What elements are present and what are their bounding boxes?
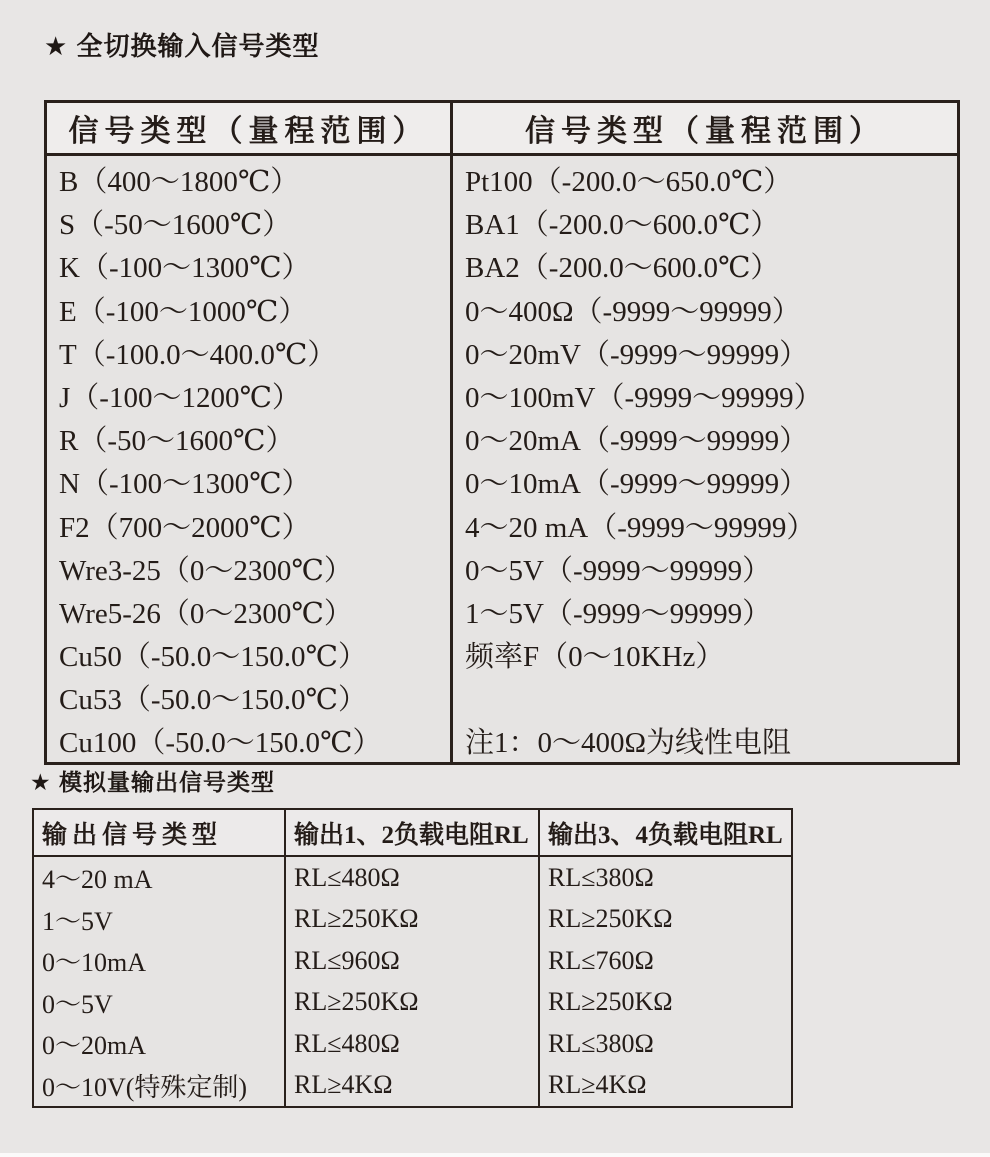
load-resistance-3-4-cell: RL≥4KΩ bbox=[548, 1070, 647, 1100]
input-table-header-right: 信号类型（量程范围） bbox=[525, 115, 885, 148]
table-row: N（-100～1300℃） bbox=[59, 468, 311, 501]
table-row: T（-100.0～400.0℃） bbox=[59, 338, 337, 371]
output-signal-section-title: ★ 模拟量输出信号类型 bbox=[30, 769, 276, 795]
output-signal-type-cell: 0～5V bbox=[34, 982, 286, 1024]
load-resistance-3-4-cell: RL≥250KΩ bbox=[548, 904, 673, 934]
table-row: R（-50～1600℃） bbox=[59, 425, 295, 458]
table-row: BA1（-200.0～600.0℃） bbox=[465, 209, 780, 242]
table-row: Pt100（-200.0～650.0℃） bbox=[465, 166, 793, 198]
load-resistance-1-2-cell: RL≤480Ω bbox=[286, 1023, 540, 1065]
table-row: 4～20 mA（-9999～99999） bbox=[465, 511, 816, 544]
table-row: F2（700～2000℃） bbox=[59, 511, 311, 544]
table-row bbox=[34, 940, 791, 982]
output-signal-type-cell: 4～20 mA bbox=[34, 857, 286, 899]
output-table-header-load-3-4: 输出3、4负载电阻RL bbox=[548, 821, 783, 849]
table-row: 1～5V（-9999～99999） bbox=[465, 597, 772, 630]
input-table-body bbox=[47, 156, 957, 762]
table-row: B（400～1800℃） bbox=[59, 166, 300, 198]
output-signal-type-cell: 0～10V(特殊定制) bbox=[34, 1065, 286, 1107]
table-row: Wre5-26（0～2300℃） bbox=[59, 597, 353, 630]
table-row-spacer bbox=[465, 679, 957, 722]
table-row: 0～400Ω（-9999～99999） bbox=[465, 295, 801, 328]
table-row: 0～5V（-9999～99999） bbox=[465, 554, 772, 587]
load-resistance-3-4-cell: RL≤380Ω bbox=[548, 1028, 654, 1058]
table-row: 0～20mA（-9999～99999） bbox=[465, 425, 809, 458]
table-row: BA2（-200.0～600.0℃） bbox=[465, 252, 780, 285]
output-signal-type-cell: 0～20mA bbox=[34, 1023, 286, 1065]
input-signal-section-title: ★ 全切换输入信号类型 bbox=[44, 31, 320, 61]
load-resistance-1-2-cell: RL≤480Ω bbox=[286, 857, 540, 899]
output-table-body bbox=[34, 857, 791, 1106]
output-table-header-load-1-2: 输出1、2负载电阻RL bbox=[286, 810, 540, 855]
load-resistance-3-4-cell: RL≤380Ω bbox=[548, 862, 654, 892]
page-bottom-edge bbox=[0, 1153, 990, 1157]
table-row: S（-50～1600℃） bbox=[59, 209, 292, 242]
table-row: Cu50（-50.0～150.0℃） bbox=[59, 641, 367, 674]
load-resistance-1-2-cell: RL≤960Ω bbox=[286, 940, 540, 982]
table-row: 0～20mV（-9999～99999） bbox=[465, 338, 809, 371]
output-table-header-row bbox=[34, 810, 791, 857]
table-row: E（-100～1000℃） bbox=[59, 295, 308, 328]
table-row bbox=[34, 857, 791, 899]
table-row bbox=[34, 899, 791, 941]
table-row: 0～100mV（-9999～99999） bbox=[465, 381, 823, 414]
table-row: Cu53（-50.0～150.0℃） bbox=[59, 684, 367, 717]
table-row bbox=[34, 1065, 791, 1107]
table-row: 频率F（0～10KHz） bbox=[465, 641, 725, 674]
load-resistance-3-4-cell: RL≥250KΩ bbox=[548, 987, 673, 1017]
table-note: 注1：0～400Ω为线性电阻 bbox=[465, 727, 792, 760]
load-resistance-1-2-cell: RL≥250KΩ bbox=[286, 982, 540, 1024]
output-signal-type-cell: 1～5V bbox=[34, 899, 286, 941]
input-table-header-row bbox=[47, 103, 957, 156]
table-row: J（-100～1200℃） bbox=[59, 381, 301, 414]
table-row: Wre3-25（0～2300℃） bbox=[59, 554, 353, 587]
input-table-left-column bbox=[47, 156, 453, 762]
output-signal-type-cell: 0～10mA bbox=[34, 940, 286, 982]
input-table-header-left: 信号类型（量程范围） bbox=[47, 103, 453, 153]
output-signal-table bbox=[32, 808, 793, 1108]
load-resistance-1-2-cell: RL≥250KΩ bbox=[286, 899, 540, 941]
input-signal-table bbox=[44, 100, 960, 765]
table-row: K（-100～1300℃） bbox=[59, 252, 311, 285]
table-row: Cu100（-50.0～150.0℃） bbox=[59, 727, 382, 760]
output-table-header-signal-type: 输出信号类型 bbox=[34, 810, 286, 855]
table-row: 0～10mA（-9999～99999） bbox=[465, 468, 809, 501]
table-row bbox=[34, 1023, 791, 1065]
load-resistance-1-2-cell: RL≥4KΩ bbox=[286, 1065, 540, 1107]
load-resistance-3-4-cell: RL≤760Ω bbox=[548, 945, 654, 975]
input-table-right-column bbox=[453, 156, 957, 762]
table-row bbox=[34, 982, 791, 1024]
